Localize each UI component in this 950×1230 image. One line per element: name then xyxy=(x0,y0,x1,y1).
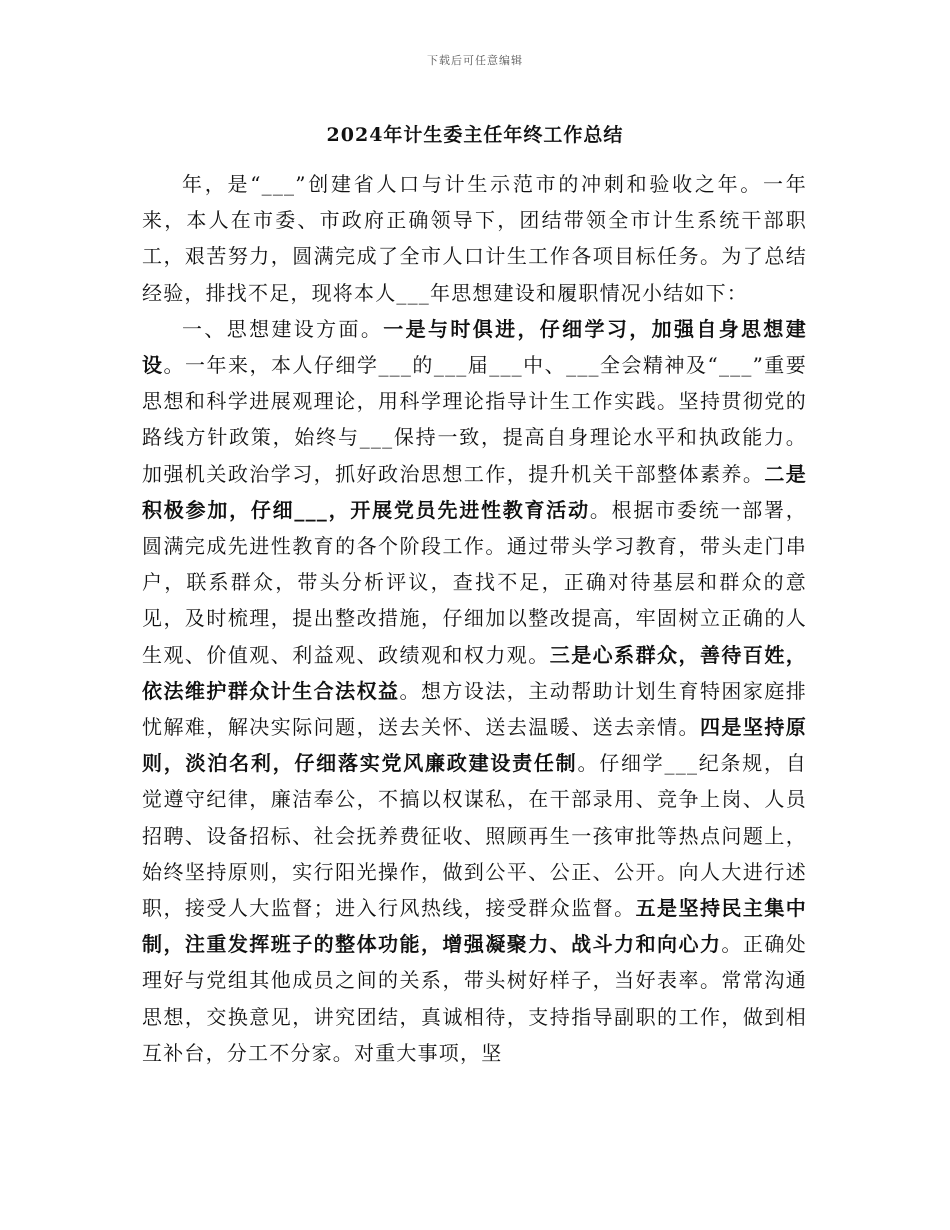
text-segment-1: 。一年来，本人仔细学___的___届___中、___全会精神及“___”重要思想和科学进展观理论，用科学理论指导计生工作实践。坚持贯彻党的路线方针政策，始终与___保持一致，提高自身理论水平和执政能力。加强机关政治学习，抓好政治思想工作，提升机关干部整体素养。 xyxy=(142,353,807,486)
paragraph-ideology xyxy=(142,311,807,1071)
text-segment-2: 。根据市委统一部署，圆满完成先进性教育的各个阶段工作。通过带头学习教育，带头走门串户，联系群众，带头分析评议，查找不足，正确对待基层和群众的意见，及时梳理，提出整改措施，仔细加以整改提高，牢固树立正确的人生观、价值观、利益观、政绩观和权力观。 xyxy=(142,497,807,667)
key-point-2: 二是积极参加，仔细___，开展党员先进性教育活动 xyxy=(142,461,807,522)
text-segment-3: 。想方设法，主动帮助计划生育特困家庭排忧解难，解决实际问题，送去关怀、送去温暖、送去亲情。 xyxy=(142,678,807,740)
text-segment-4: 。仔细学___纪条规，自觉遵守纪律，廉洁奉公，不搞以权谋私，在干部录用、竞争上岗、人员招聘、设备招标、社会抚养费征收、照顾再生一孩审批等热点问题上，始终坚持原则，实行阳光操作，做到公平、公正、公开。向人大进行述职，接受人大监督；进入行风热线，接受群众监督。 xyxy=(142,751,808,921)
key-point-3: 三是心系群众，善待百姓，依法维护群众计生合法权益 xyxy=(142,642,807,703)
text-segment-5: 。正确处理好与党组其他成员之间的关系，带头树好样子，当好表率。常常沟通思想，交换意见，讲究团结，真诚相待，支持指导副职的工作，做到相互补台，分工不分家。对重大事项，坚 xyxy=(142,932,807,1065)
key-point-5: 五是坚持民主集中制，注重发挥班子的整体功能，增强凝聚力、战斗力和向心力 xyxy=(142,896,807,957)
key-point-4: 四是坚持原则，淡泊名利，仔细落实党风廉政建设责任制 xyxy=(142,715,808,776)
document-body xyxy=(142,166,807,1071)
header-note: 下载后可任意编辑 xyxy=(427,54,523,67)
document-title: 2024年计生委主任年终工作总结 xyxy=(326,124,624,146)
key-point-1: 一是与时俱进，仔细学习，加强自身思想建设 xyxy=(142,316,807,378)
section-heading: 一、思想建设方面。 xyxy=(182,316,384,341)
paragraph-intro: 年，是“___”创建省人口与计生示范市的冲刺和验收之年。一年来，本人在市委、市政府正确领导下，团结带领全市计生系统干部职工，艰苦努力，圆满完成了全市人口计生工作各项目标任务。为了总结经验，排找不足，现将本人___年思想建设和履职情况小结如下： xyxy=(142,172,807,305)
